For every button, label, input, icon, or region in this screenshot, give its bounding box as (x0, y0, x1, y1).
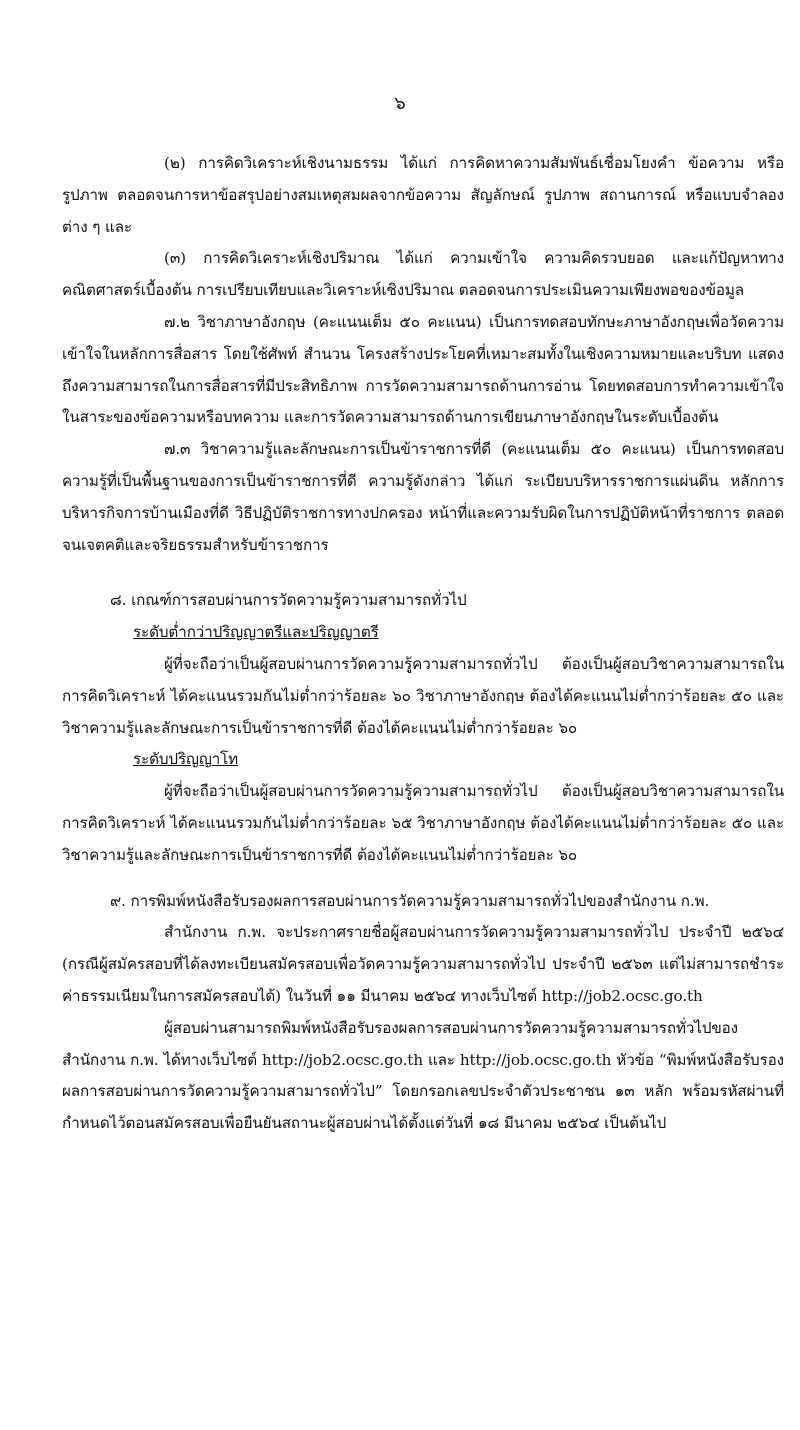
section-8-heading: ๘. เกณฑ์การสอบผ่านการวัดความรู้ความสามารถทั่วไป (110, 591, 467, 610)
paragraph-english-subject: ๗.๒ วิชาภาษาอังกฤษ (คะแนนเต็ม ๕๐ คะแนน) เป็นการทดสอบทักษะภาษาอังกฤษเพื่อวัดความเข้าใจในหลักการสื่อสาร โดยใช้ศัพท์ สำนวน โครงสร้างประโยคที่เหมาะสมทั้งในเชิงความหมายและบริบท แสดงถึงความสามารถในการสื่อสารที่มีประสิทธิภาพ การวัดความสามารถด้านการอ่าน โดยทดสอบการทำความเข้าใจในสาระของข้อความหรือบทความ และการวัดความสามารถด้านการเขียนภาษาอังกฤษในระดับเบื้องต้น (62, 312, 784, 427)
section-8-master-criteria: ผู้ที่จะถือว่าเป็นผู้สอบผ่านการวัดความรู้ความสามารถทั่วไป ต้องเป็นผู้สอบวิชาความสามารถในการคิดวิเคราะห์ ได้คะแนนรวมกันไม่ต่ำกว่าร้อยละ ๖๕ วิชาภาษาอังกฤษ ต้องได้คะแนนไม่ต่ำกว่าร้อยละ ๕๐ และวิชาความรู้และลักษณะการเป็นข้าราชการที่ดี ต้องได้คะแนนไม่ต่ำกว่าร้อยละ ๖๐ (62, 782, 784, 864)
section-8-subheading-master: ระดับปริญญาโท (133, 750, 239, 769)
section-9-certificate-printing: ผู้สอบผ่านสามารถพิมพ์หนังสือรับรองผลการสอบผ่านการวัดความรู้ความสามารถทั่วไปของสำนักงาน ก.พ. ได้ทางเว็บไซต์ http://job2.ocsc.go.th และ http://job.ocsc.go.th หัวข้อ “พิมพ์หนังสือรับรองผลการสอบผ่านการวัดความรู้ความสามารถทั่วไป” โดยกรอกเลขประจำตัวประชาชน ๑๓ หลัก พร้อมรหัสผ่านที่กำหนดไว้ตอนสมัครสอบเพื่อยืนยันสถานะผู้สอบผ่านได้ตั้งแต่วันที่ ๑๘ มีนาคม ๒๕๖๔ เป็นต้นไป (62, 1018, 784, 1133)
paragraph-abstract-reasoning: (๒) การคิดวิเคราะห์เชิงนามธรรม ได้แก่ การคิดหาความสัมพันธ์เชื่อมโยงคำ ข้อความ หรือรูปภาพ ตลอดจนการหาข้อสรุปอย่างสมเหตุสมผลจากข้อความ สัญลักษณ์ รูปภาพ สถานการณ์ หรือแบบจำลองต่าง ๆ และ (62, 154, 784, 236)
section-9-heading: ๙. การพิมพ์หนังสือรับรองผลการสอบผ่านการวัดความรู้ความสามารถทั่วไปของสำนักงาน ก.พ. (110, 891, 710, 910)
section-8-subheading-bachelor: ระดับต่ำกว่าปริญญาตรีและปริญญาตรี (133, 623, 379, 642)
section-8-bachelor-criteria: ผู้ที่จะถือว่าเป็นผู้สอบผ่านการวัดความรู้ความสามารถทั่วไป ต้องเป็นผู้สอบวิชาความสามารถในการคิดวิเคราะห์ ได้คะแนนรวมกันไม่ต่ำกว่าร้อยละ ๖๐ วิชาภาษาอังกฤษ ต้องได้คะแนนไม่ต่ำกว่าร้อยละ ๕๐ และวิชาความรู้และลักษณะการเป็นข้าราชการที่ดี ต้องได้คะแนนไม่ต่ำกว่าร้อยละ ๖๐ (62, 654, 784, 737)
page-number: ๖ (394, 93, 406, 114)
paragraph-quantitative-reasoning: (๓) การคิดวิเคราะห์เชิงปริมาณ ได้แก่ ความเข้าใจ ความคิดรวบยอด และแก้ปัญหาทางคณิตศาสตร์เบื้องต้น การเปรียบเทียบและวิเคราะห์เชิงปริมาณ ตลอดจนการประเมินความเพียงพอของข้อมูล (62, 249, 784, 300)
paragraph-civil-servant-subject: ๗.๓ วิชาความรู้และลักษณะการเป็นข้าราชการที่ดี (คะแนนเต็ม ๕๐ คะแนน) เป็นการทดสอบความรู้ที่เป็นพื้นฐานของการเป็นข้าราชการที่ดี ความรู้ดังกล่าว ได้แก่ ระเบียบบริหารราชการแผ่นดิน หลักการบริหารกิจการบ้านเมืองที่ดี วิธีปฏิบัติราชการทางปกครอง หน้าที่และความรับผิดในการปฏิบัติหน้าที่ราชการ ตลอดจนเจตคติและจริยธรรมสำหรับข้าราชการ (62, 440, 784, 554)
document-body (62, 148, 784, 1140)
section-9-announcement: สำนักงาน ก.พ. จะประกาศรายชื่อผู้สอบผ่านการวัดความรู้ความสามารถทั่วไป ประจำปี ๒๕๖๔ (กรณีผู้สมัครสอบที่ได้ลงทะเบียนสมัครสอบเพื่อวัดความรู้ความสามารถทั่วไป ประจำปี ๒๕๖๓ แต่ไม่สามารถชำระค่าธรรมเนียมในการสมัครสอบได้) ในวันที่ ๑๑ มีนาคม ๒๕๖๔ ทางเว็บไซต์ http://job2.ocsc.go.th (62, 923, 784, 1005)
section-gap (62, 561, 784, 571)
